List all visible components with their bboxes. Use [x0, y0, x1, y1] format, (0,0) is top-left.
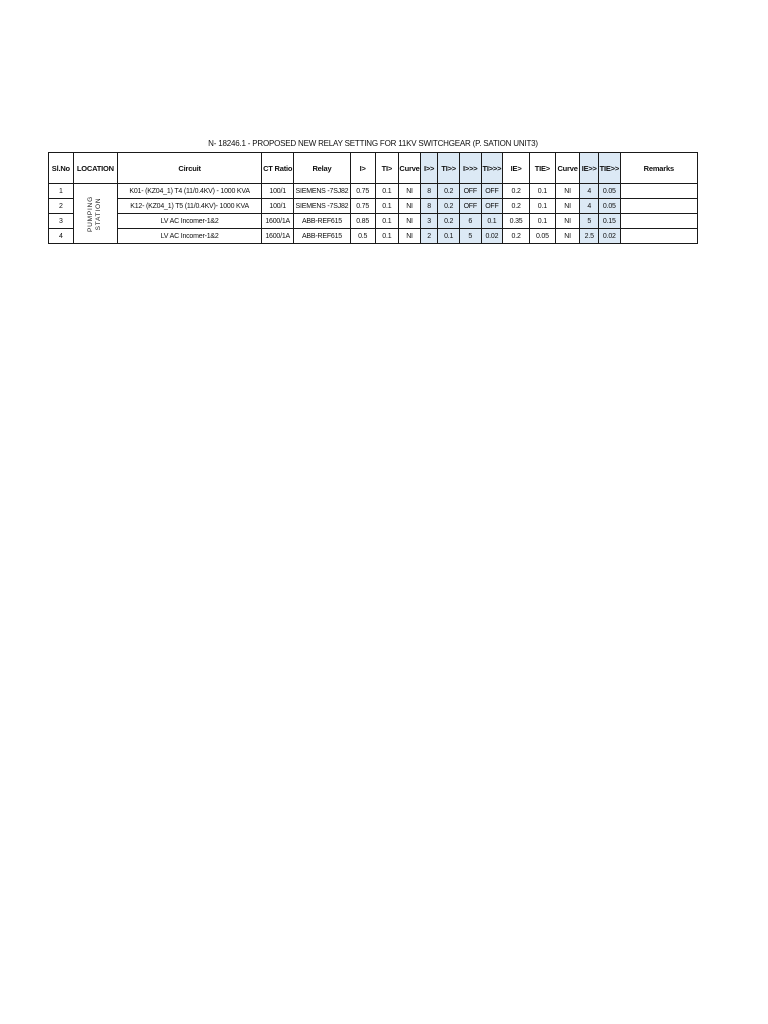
cell-t3: OFF — [481, 199, 503, 214]
cell-relay: SIEMENS -7SJ82 — [294, 184, 351, 199]
cell-i2: 8 — [420, 184, 438, 199]
header-ie2: IE>> — [580, 153, 599, 184]
relay-settings-table — [48, 152, 698, 244]
cell-remarks — [620, 184, 697, 199]
table-row — [49, 184, 698, 199]
cell-t1: 0.1 — [375, 184, 399, 199]
cell-i2: 2 — [420, 229, 438, 244]
cell-t3: OFF — [481, 184, 503, 199]
header-tie1: TIE> — [529, 153, 555, 184]
cell-ct-ratio: 100/1 — [262, 199, 294, 214]
cell-curve2: NI — [555, 199, 580, 214]
header-t1: TI> — [375, 153, 399, 184]
header-i1: I> — [350, 153, 375, 184]
cell-relay: SIEMENS -7SJ82 — [294, 199, 351, 214]
cell-t3: 0.02 — [481, 229, 503, 244]
cell-t3: 0.1 — [481, 214, 503, 229]
cell-tie2: 0.05 — [598, 184, 620, 199]
cell-t1: 0.1 — [375, 199, 399, 214]
table-row — [49, 214, 698, 229]
cell-tie2: 0.02 — [598, 229, 620, 244]
location-line-2: STATION — [95, 197, 103, 230]
header-location: LOCATION — [73, 153, 117, 184]
header-curve2: Curve — [555, 153, 580, 184]
header-ct-ratio: CT Ratio — [262, 153, 294, 184]
cell-curve1: NI — [399, 184, 421, 199]
cell-t2: 0.2 — [438, 199, 460, 214]
cell-t1: 0.1 — [375, 229, 399, 244]
header-i3: I>>> — [459, 153, 481, 184]
cell-sl-no: 2 — [49, 199, 74, 214]
cell-tie2: 0.05 — [598, 199, 620, 214]
cell-circuit: K01- (KZ04_1) T4 (11/0.4KV) - 1000 KVA — [118, 184, 262, 199]
cell-i2: 8 — [420, 199, 438, 214]
cell-tie1: 0.1 — [529, 214, 555, 229]
cell-i1: 0.75 — [350, 199, 375, 214]
cell-curve1: NI — [399, 199, 421, 214]
header-t2: TI>> — [438, 153, 460, 184]
header-sl-no: Sl.No — [49, 153, 74, 184]
cell-i1: 0.5 — [350, 229, 375, 244]
cell-remarks — [620, 214, 697, 229]
cell-i3: OFF — [459, 199, 481, 214]
header-i2: I>> — [420, 153, 438, 184]
cell-circuit: LV AC Incomer-1&2 — [118, 229, 262, 244]
cell-sl-no: 4 — [49, 229, 74, 244]
cell-t2: 0.2 — [438, 214, 460, 229]
cell-ie2: 2.5 — [580, 229, 599, 244]
cell-tie1: 0.1 — [529, 184, 555, 199]
location-label — [87, 196, 103, 232]
cell-remarks — [620, 199, 697, 214]
cell-ct-ratio: 1600/1A — [262, 229, 294, 244]
location-line-1: PUMPING — [87, 195, 95, 232]
header-t3: TI>>> — [481, 153, 503, 184]
cell-ie2: 4 — [580, 184, 599, 199]
cell-curve2: NI — [555, 214, 580, 229]
header-remarks: Remarks — [620, 153, 697, 184]
cell-tie2: 0.15 — [598, 214, 620, 229]
cell-i1: 0.75 — [350, 184, 375, 199]
header-circuit: Circuit — [118, 153, 262, 184]
cell-curve2: NI — [555, 184, 580, 199]
cell-tie1: 0.1 — [529, 199, 555, 214]
header-tie2: TIE>> — [598, 153, 620, 184]
cell-sl-no: 1 — [49, 184, 74, 199]
cell-i2: 3 — [420, 214, 438, 229]
cell-relay: ABB-REF615 — [294, 229, 351, 244]
cell-curve2: NI — [555, 229, 580, 244]
table-row — [49, 199, 698, 214]
cell-circuit: LV AC Incomer-1&2 — [118, 214, 262, 229]
cell-i3: OFF — [459, 184, 481, 199]
cell-t1: 0.1 — [375, 214, 399, 229]
header-relay: Relay — [294, 153, 351, 184]
cell-ie2: 5 — [580, 214, 599, 229]
cell-ct-ratio: 100/1 — [262, 184, 294, 199]
cell-ie1: 0.2 — [503, 229, 530, 244]
cell-tie1: 0.05 — [529, 229, 555, 244]
cell-i1: 0.85 — [350, 214, 375, 229]
cell-i3: 5 — [459, 229, 481, 244]
header-row — [49, 153, 698, 184]
cell-relay: ABB-REF615 — [294, 214, 351, 229]
cell-i3: 6 — [459, 214, 481, 229]
cell-ie1: 0.2 — [503, 184, 530, 199]
cell-remarks — [620, 229, 697, 244]
cell-t2: 0.1 — [438, 229, 460, 244]
cell-t2: 0.2 — [438, 184, 460, 199]
header-curve1: Curve — [399, 153, 421, 184]
cell-sl-no: 3 — [49, 214, 74, 229]
cell-ct-ratio: 1600/1A — [262, 214, 294, 229]
cell-curve1: NI — [399, 229, 421, 244]
location-cell — [73, 184, 117, 244]
cell-ie1: 0.35 — [503, 214, 530, 229]
cell-ie1: 0.2 — [503, 199, 530, 214]
cell-circuit: K12- (KZ04_1) T5 (11/0.4KV)- 1000 KVA — [118, 199, 262, 214]
sheet-title: N- 18246.1 - PROPOSED NEW RELAY SETTING FOR 11KV SWITCHGEAR (P. SATION UNIT3) — [208, 139, 538, 148]
cell-ie2: 4 — [580, 199, 599, 214]
header-ie1: IE> — [503, 153, 530, 184]
cell-curve1: NI — [399, 214, 421, 229]
table-row — [49, 229, 698, 244]
